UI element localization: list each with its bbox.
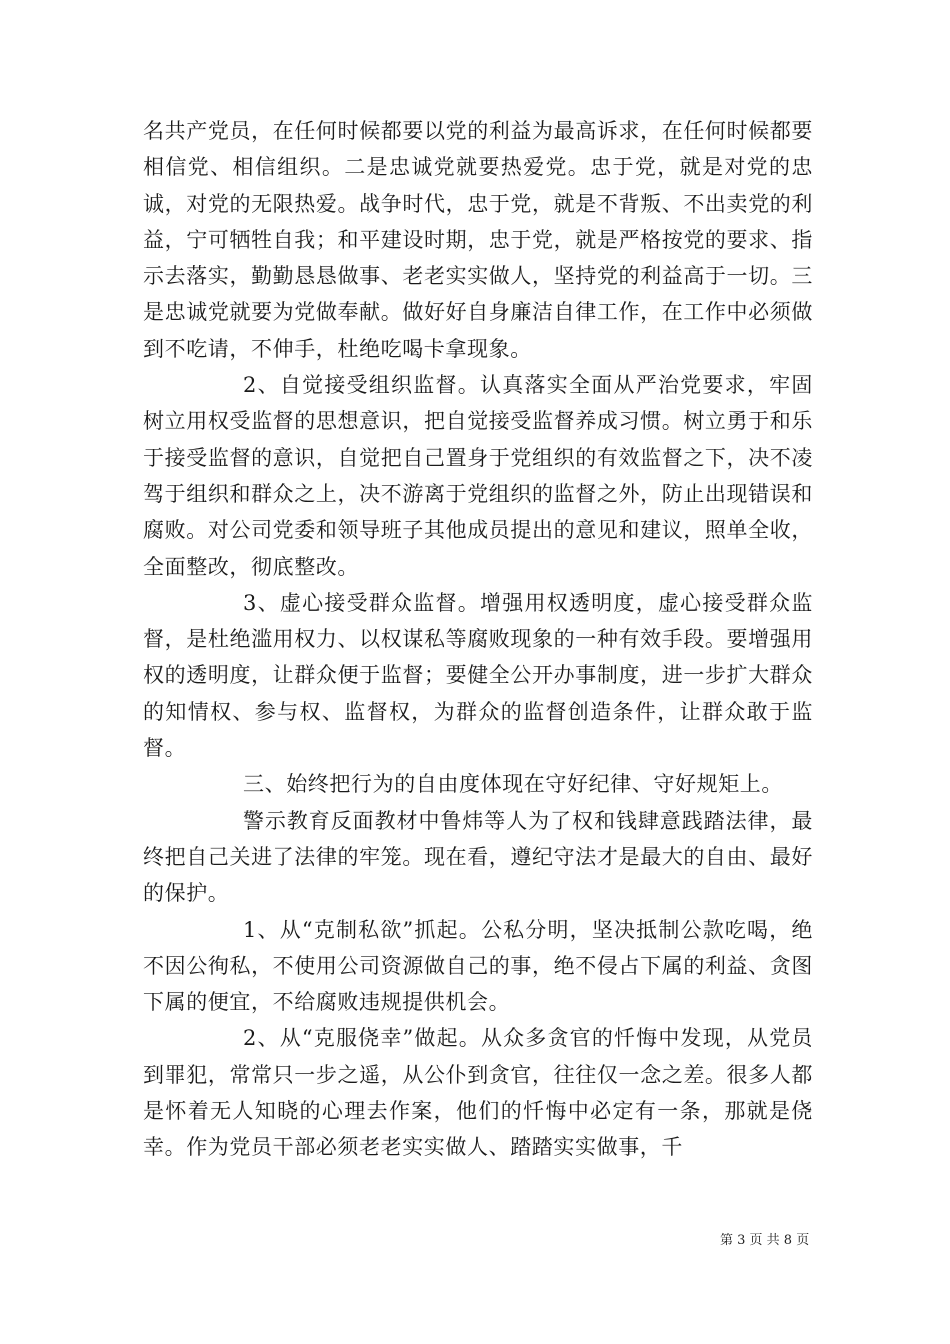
paragraph-organization-supervision: 2、自觉接受组织监督。认真落实全面从严治党要求，牢固树立用权受监督的思想意识，把自觉接受监督养成习惯。树立勇于和乐于接受监督的意识，自觉把自己置身于党组织的有效监督之下，决不凌驾于组织和群众之上，决不游离于党组织的监督之外，防止出现错误和腐败。对公司党委和领导班子其他成员提出的意见和建议，照单全收，全面整改，彻底整改。 (143, 373, 813, 579)
section-heading-three: 三、始终把行为的自由度体现在守好纪律、守好规矩上。 (243, 772, 783, 797)
paragraph-public-supervision: 3、虚心接受群众监督。增强用权透明度，虚心接受群众监督，是杜绝滥用权力、以权谋私等腐败现象的一种有效手段。要增强用权的透明度，让群众便于监督；要健全公开办事制度，进一步扩大群众的知情权、参与权、监督权，为群众的监督创造条件，让群众敢于监督。 (143, 590, 813, 761)
page-number: 第 3 页 共 8 页 (720, 1233, 810, 1248)
paragraph-continuation: 名共产党员，在任何时候都要以党的利益为最高诉求，在任何时候都要相信党、相信组织。二是忠诚党就要热爱党。忠于党，就是对党的忠诚，对党的无限热爱。战争时代，忠于党，就是不背叛、不出卖党的利益，宁可牺牲自我；和平建设时期，忠于党，就是严格按党的要求、指示去落实，勤勤恳恳做事、老老实实做人，坚持党的利益高于一切。三是忠诚党就要为党做奉献。做好好自身廉洁自律工作，在工作中必须做到不吃请，不伸手，杜绝吃喝卡拿现象。 (143, 119, 813, 361)
document-body (143, 113, 813, 1166)
paragraph-overcome-luck: 2、从“克服侥幸”做起。从众多贪官的忏悔中发现，从党员到罪犯，常常只一步之遥，从公仆到贪官，往往仅一念之差。很多人都是怀着无人知晓的心理去作案，他们的忏悔中必定有一条，那就是侥幸。作为党员干部必须老老实实做人、踏踏实实做事，千 (143, 1026, 813, 1160)
paragraph-warning-education: 警示教育反面教材中鲁炜等人为了权和钱肆意践踏法律，最终把自己关进了法律的牢笼。现在看，遵纪守法才是最大的自由、最好的保护。 (143, 808, 813, 906)
paragraph-restrain-desire: 1、从“克制私欲”抓起。公私分明，坚决抵制公款吃喝，绝不因公徇私，不使用公司资源做自己的事，绝不侵占下属的利益、贪图下属的便宜，不给腐败违规提供机会。 (143, 917, 813, 1015)
